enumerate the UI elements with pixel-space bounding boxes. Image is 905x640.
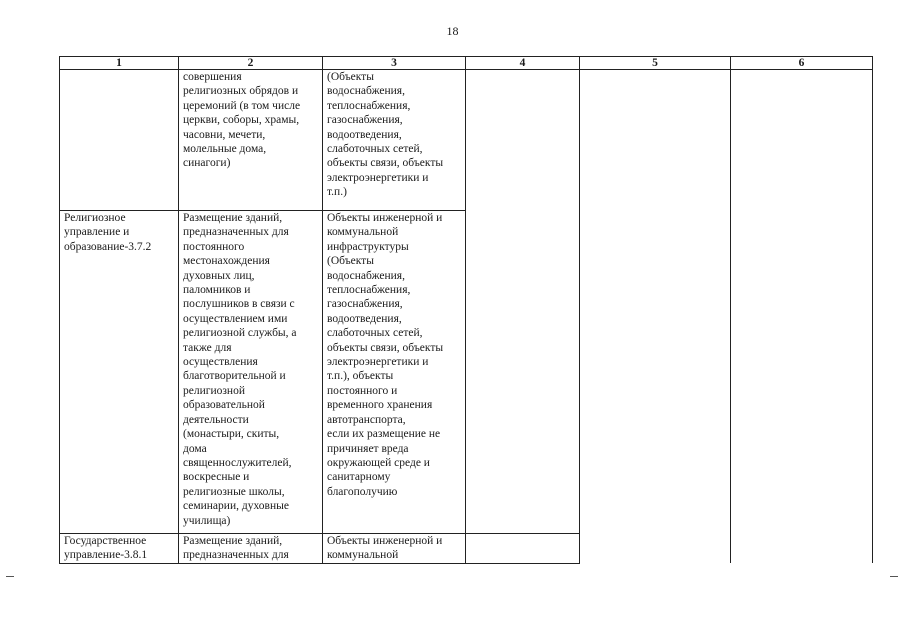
- column-header-5: 5: [580, 57, 731, 70]
- table-header-row: [60, 57, 873, 70]
- cell-column-5: [580, 70, 731, 564]
- auxiliary-objects-text: (Объекты водоснабжения, теплоснабжения, газоснабжения, водоотведения, слаботочных сетей, объекты связи, объекты электроэнергетики и т.п.): [327, 71, 444, 199]
- column-header-2: 2: [179, 57, 323, 70]
- auxiliary-objects-text: Объекты инженерной и коммунальной: [327, 535, 443, 562]
- permitted-use-table: [59, 56, 873, 564]
- cell-auxiliary-objects: [323, 70, 466, 211]
- cell-use-description: [179, 534, 323, 564]
- cell-column-6: [731, 70, 873, 564]
- column-header-6: 6: [731, 57, 873, 70]
- auxiliary-objects-text: Объекты инженерной и коммунальной инфраструктуры (Объекты водоснабжения, теплоснабжения, газоснабжения, водоотведения, слаботочных сетей, объекты связи, объекты электроэнергетики и т.п.), объекты постоянного и временного хранения автотранспорта, если их размещение не причиняет вреда окружающей среде и санитарному благополучию: [327, 212, 444, 498]
- cell-column-4: [466, 70, 580, 534]
- use-name-text: Религиозное управление и образование-3.7.2: [64, 212, 152, 253]
- scan-mark-left: [6, 576, 14, 577]
- page-number: 18: [446, 24, 459, 38]
- scan-mark-right: [890, 576, 898, 577]
- use-description-text: Размещение зданий, предназначенных для постоянного местонахождения духовных лиц, паломников и послушников в связи с осуществлением ими религиозной службы, а также для осуществления благотворительной и религиозной образовательной деятельности (монастыри, скиты, дома священнослужителей, воскресные и религиозные школы, семинарии, духовные училища): [183, 212, 297, 527]
- column-header-3: 3: [323, 57, 466, 70]
- cell-column-4: [466, 534, 580, 564]
- cell-use-description: [179, 70, 323, 211]
- cell-use-name: [60, 211, 179, 534]
- cell-auxiliary-objects: [323, 211, 466, 534]
- use-description-text: Размещение зданий, предназначенных для: [183, 535, 289, 562]
- cell-use-description: [179, 211, 323, 534]
- use-name-text: Государственное управление-3.8.1: [64, 535, 148, 562]
- column-header-1: 1: [60, 57, 179, 70]
- cell-use-name: [60, 534, 179, 564]
- cell-auxiliary-objects: [323, 534, 466, 564]
- column-header-4: 4: [466, 57, 580, 70]
- cell-use-name: [60, 70, 179, 211]
- table-row: [60, 70, 873, 211]
- use-description-text: совершения религиозных обрядов и церемоний (в том числе церкви, соборы, храмы, часовни, мечети, молельные дома, синагоги): [183, 71, 301, 170]
